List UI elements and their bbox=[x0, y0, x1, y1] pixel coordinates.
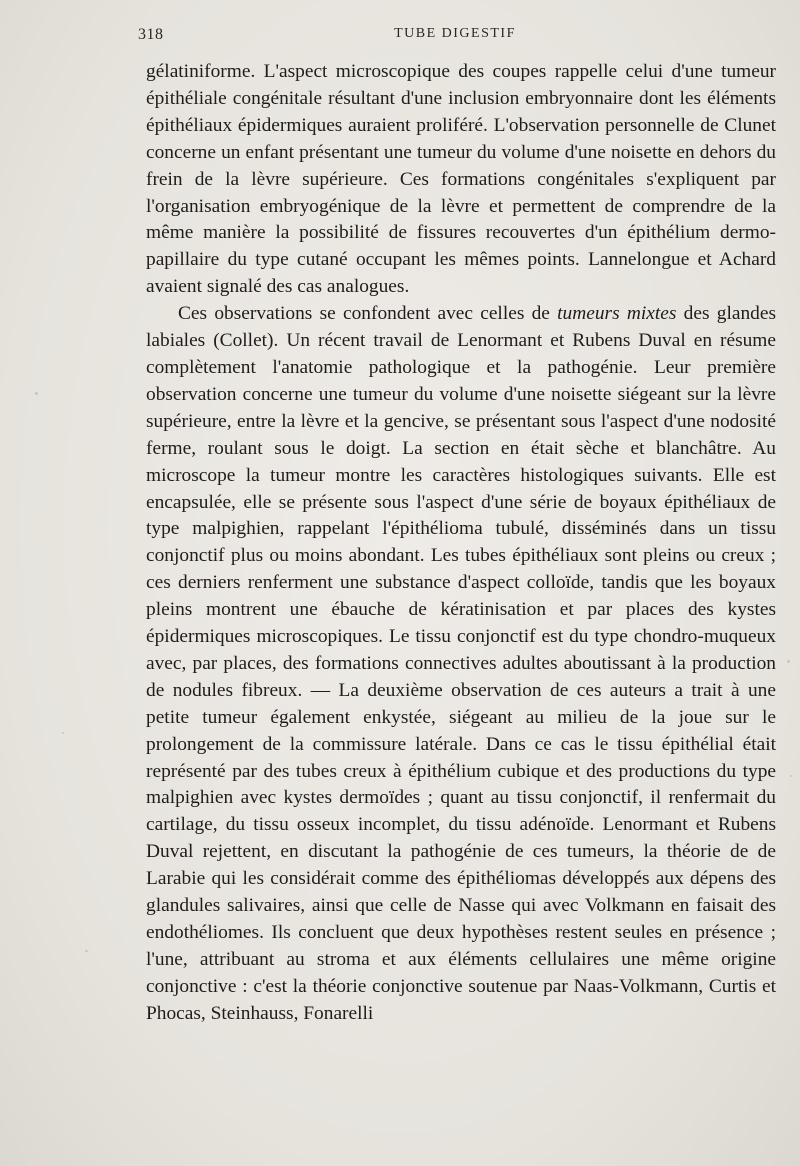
paper-speck bbox=[85, 950, 88, 952]
paragraph-1: gélatiniforme. L'aspect microscopique des coupes rappelle celui d'une tumeur épithéliale congénitale résultant d'une inclusion embryonnaire dont les éléments épithéliaux épidermiques auraient proliféré. L'observation personnelle de Clunet concerne un enfant présentant une tumeur du volume d'une noisette en dehors du frein de la lèvre supérieure. Ces formations congénitales s'expliquent par l'organisation embryogénique de la lèvre et permettent de comprendre de la même manière la possibilité de fissures recouvertes d'un épithélium dermo-papillaire du type cutané occupant les mêmes points. Lannelongue et Achard avaient signalé des cas analogues. bbox=[146, 61, 776, 298]
paper-speck bbox=[787, 660, 790, 663]
body-text bbox=[146, 59, 776, 1028]
paper-speck bbox=[62, 732, 64, 734]
page-header bbox=[0, 22, 800, 50]
paragraph-2 bbox=[146, 301, 776, 1027]
paper-speck bbox=[35, 392, 38, 395]
page-number: 318 bbox=[138, 26, 164, 43]
paragraph-2-start: Ces observations se confondent avec celles de bbox=[178, 303, 558, 325]
emphasis-tumeurs-mixtes: tumeurs mixtes bbox=[557, 303, 677, 325]
running-head: TUBE DIGESTIF bbox=[394, 26, 516, 41]
paragraph-2-rest: des glandes labiales (Collet). Un récent travail de Lenormant et Rubens Duval en résume complètement l'anatomie pathologique et la pathogénie. Leur première observation concerne une tumeur du volume d'une noisette siégeant sur la lèvre supérieure, entre la lèvre et la gencive, se présentant sous l'aspect d'une nodosité ferme, roulant sous le doigt. La section en était sèche et blanchâtre. Au microscope la tumeur montre les caractères histologiques suivants. Elle est encapsulée, elle se présente sous l'aspect d'une série de boyaux épithéliaux de type malpighien, rappelant l'épithélioma tubulé, disséminés dans un tissu conjonctif plus ou moins abondant. Les tubes épithéliaux sont pleins ou creux ; ces derniers renferment une substance d'aspect colloïde, tandis que les boyaux pleins montrent une ébauche de kératinisation et par places des kystes épidermiques microscopiques. Le tissu conjonctif est du type chondro-muqueux avec, par places, des formations connectives adultes aboutissant à la production de nodules fibreux. — La deuxième observation de ces auteurs a trait à une petite tumeur également enkystée, siégeant au milieu de la joue sur le prolongement de la commissure latérale. Dans ce cas le tissu épithélial était représenté par des tubes creux à épithélium cubique et des productions du type malpighien avec kystes dermoïdes ; quant au tissu conjonctif, il renfermait du cartilage, du tissu osseux incomplet, du tissu adénoïde. Lenormant et Rubens Duval rejettent, en discutant la pathogénie de ces tumeurs, la théorie de de Larabie qui les considérait comme des épithéliomas développés aux dépens des glandules salivaires, ainsi que celle de Nasse qui avec Volkmann en faisait des endothéliomes. Ils concluent que deux hypothèses restent seules en présence ; l'une, attribuant au stroma et aux éléments cellulaires une même origine conjonctive : c'est la théorie conjonctive soutenue par Naas-Volkmann, Curtis et Phocas, Steinhauss, Fonarelli bbox=[146, 303, 776, 1024]
paper-speck bbox=[790, 775, 792, 777]
